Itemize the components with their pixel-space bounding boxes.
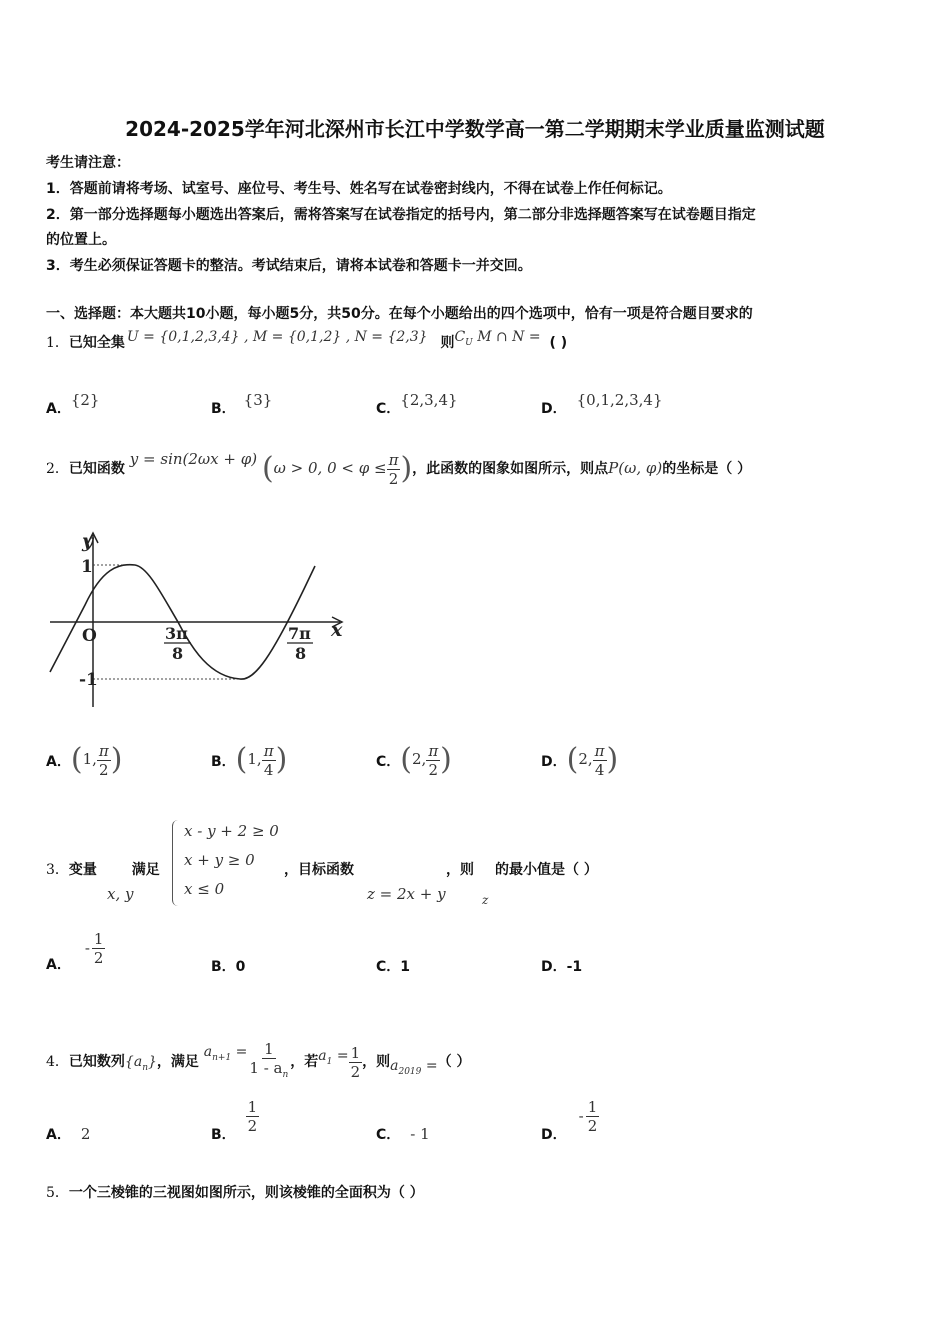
option-d: D． {0,1,2,3,4}: [541, 391, 663, 417]
question-text: 的坐标是（ ）: [662, 461, 752, 477]
notice-item-1: 1．答题前请将考场、试室号、座位号、考生号、姓名写在试卷密封线内，不得在试卷上作任何标记。: [46, 181, 672, 197]
question-number: 5．: [46, 1185, 69, 1201]
math-sets: U = {0,1,2,3,4} , M = {0,1,2} , N = {2,3}: [126, 329, 428, 345]
math-point: P(ω, φ): [608, 459, 663, 477]
tick-3pi-denominator: 8: [172, 644, 184, 663]
tick-7pi-denominator: 8: [295, 644, 307, 663]
math-func: z = 2x + y: [367, 885, 446, 903]
x-axis-label: x: [331, 619, 343, 641]
option-a: A． 2: [46, 1125, 91, 1143]
question-1: [46, 329, 568, 354]
question-text: （ ）: [437, 1054, 471, 1070]
option-a: A．(1, $\frac{\pi}{2}$ ): [46, 741, 123, 779]
question-number: 4．: [46, 1054, 69, 1070]
question-text: ，则: [362, 1054, 391, 1070]
option-b: B．0: [211, 959, 246, 975]
question-number: 3．: [46, 862, 69, 878]
system-line-2: x + y ≥ 0: [184, 851, 255, 869]
option-b: B．(1, $\frac{\pi}{4}$ ): [211, 741, 288, 779]
option-a: A．{2}: [46, 391, 100, 417]
math-expr: $C_U$ M ∩ N =: [454, 329, 541, 348]
question-text: 已知数列: [68, 1054, 125, 1070]
notice-heading: 考生请注意：: [46, 155, 130, 171]
question-text: 已知函数: [68, 461, 125, 477]
math-a1: $a_1$ =: [318, 1048, 349, 1067]
notice-item-2-cont: 的位置上。: [46, 232, 116, 248]
tick-7pi-numerator: 7π: [288, 624, 311, 643]
question-text: ，满足: [156, 1054, 199, 1070]
y-bottom-label: -1: [79, 670, 98, 690]
question-text: ，目标函数: [284, 862, 354, 878]
question-4: [46, 1040, 470, 1084]
option-c: C．{2,3,4}: [376, 391, 458, 417]
math-seq: $\{a_n\}$: [124, 1054, 157, 1073]
page-title: 2024-2025学年河北深州市长江中学数学高一第二学期期末学业质量监测试题: [125, 117, 825, 141]
question-number: 1．: [46, 335, 69, 351]
question-number: 2．: [46, 461, 69, 477]
question-text: 已知全集: [68, 335, 125, 351]
option-b: B． {3}: [211, 391, 273, 417]
notice-item-2: 2．第一部分选择题每小题选出答案后，需将答案写在试卷指定的括号内，第二部分非选择题答案写在试卷题目指定: [46, 207, 756, 223]
question-text: ，则: [446, 862, 474, 878]
system-brace: [172, 820, 183, 906]
answer-blank: ( ): [549, 335, 568, 351]
math-fraction: $\frac{1}{2}$: [350, 1043, 361, 1081]
system-line-3: x ≤ 0: [184, 880, 225, 898]
math-ask: $a_{2019}$ =: [390, 1058, 438, 1077]
question-text: ，此函数的图象如图所示，则点: [412, 461, 609, 477]
option-c: C． - 1: [376, 1125, 430, 1143]
math-vars: x, y: [107, 885, 134, 903]
math-rec-lhs: $a_{n+1}$ =: [203, 1044, 248, 1063]
math-func: y = sin(2ωx + φ): [129, 450, 258, 468]
question-3: [46, 859, 160, 879]
question-5: [46, 1182, 424, 1202]
sine-graph: [40, 525, 360, 715]
math-fraction: $\frac{\pi}{2}$: [388, 450, 399, 488]
option-d: D．(2, $\frac{\pi}{4}$ ): [541, 741, 619, 779]
notice-item-3: 3．考生必须保证答题卡的整洁。考试结束后，请将本试卷和答题卡一并交回。: [46, 258, 532, 274]
system-line-1: x - y + 2 ≥ 0: [184, 822, 279, 840]
question-text: 的最小值是（ ）: [495, 862, 598, 878]
y-axis-label: y: [82, 530, 94, 552]
option-d: D．-1: [541, 959, 583, 975]
section-heading: 一、选择题：本大题共10小题，每小题5分，共50分。在每个小题给出的四个选项中，恰有一项是符合题目要求的: [46, 306, 753, 322]
option-c: C．1: [376, 959, 411, 975]
question-text: 变量: [68, 862, 97, 878]
math-cond: ω > 0, 0 < φ ≤: [273, 459, 387, 477]
option-d: D．- $\frac{1}{2}$: [541, 1098, 598, 1143]
question-text: 一个三棱锥的三视图如图所示，则该棱锥的全面积为（ ）: [68, 1185, 424, 1201]
option-a: A．- $\frac{1}{2}$: [46, 930, 104, 973]
tick-3pi-numerator: 3π: [165, 624, 188, 643]
question-2: 2．已知函数 y = sin(2ωx + φ) (ω > 0, 0 < φ ≤ $\frac{\pi}{2}$ )，此函数的图象如图所示，则点P(ω, φ)的坐标是（ ）: [46, 450, 752, 488]
origin-label: O: [82, 626, 97, 646]
math-fraction: $\frac{1}{1 - a_n}$: [249, 1040, 289, 1080]
option-b: B． $\frac{1}{2}$: [211, 1098, 258, 1143]
question-text: ，若: [290, 1054, 319, 1070]
y-top-label: 1: [81, 557, 93, 577]
option-c: C．(2, $\frac{\pi}{2}$ ): [376, 741, 452, 779]
math-var-z: z: [482, 893, 489, 907]
question-text: 满足: [131, 862, 160, 878]
question-text: 则: [440, 335, 455, 351]
